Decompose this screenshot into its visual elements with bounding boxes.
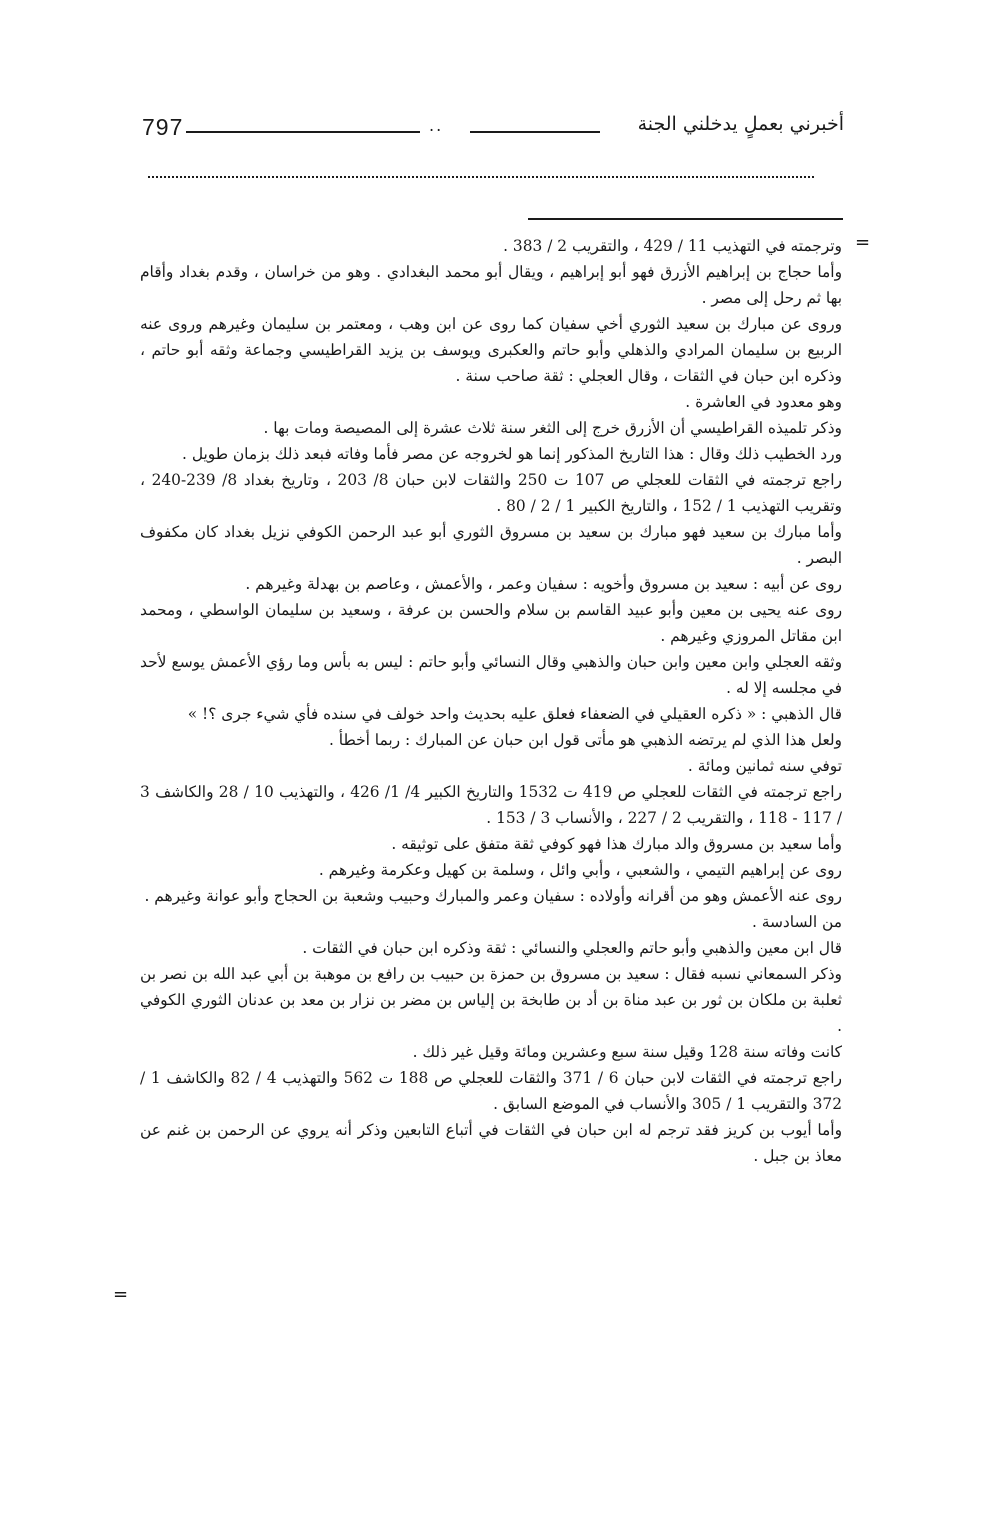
paragraph: من السادسة . xyxy=(751,913,842,931)
paragraph: وثقه العجلي وابن معين وابن حبان والذهبي وقال النسائي وأبو حاتم : ليس به بأس وما رؤي الأعمش يوسع لأحد في مجلسه إلا له . xyxy=(140,653,842,697)
paragraph: توفي سنه ثمانين ومائة . xyxy=(687,757,842,775)
paragraph: وأما أيوب بن كريز فقد ترجم له ابن حبان في الثقات في أتباع التابعين وذكر أنه يروي عن الرحمن بن غنم عن معاذ بن جبل . xyxy=(140,1121,842,1165)
paragraph: وهو معدود في العاشرة . xyxy=(685,393,842,411)
footnote-rule xyxy=(528,218,843,220)
paragraph: روى عن أبيه : سعيد بن مسروق وأخويه : سفيان وعمر ، والأعمش ، وعاصم بن بهدلة وغيرهم . xyxy=(245,575,842,593)
paragraph: وذكر تلميذه القراطيسي أن الأزرق خرج إلى الثغر سنة ثلاث عشرة إلى المصيصة ومات بها . xyxy=(263,419,842,437)
continuation-mark-top: = xyxy=(855,232,871,253)
page-number: 797 xyxy=(142,114,184,140)
paragraph: راجع ترجمته في الثقات لابن حبان 6 / 371 والثقات للعجلي ص 188 ت 562 والتهذيب 4 / 82 والكاشف 1 / 372 والتقريب 1 / 305 والأنساب في الموضع السابق . xyxy=(140,1069,842,1113)
dotted-separator xyxy=(148,176,814,178)
paragraph: روى عن إبراهيم التيمي ، والشعبي ، وأبي وائل ، وسلمة بن كهيل وعكرمة وغيرهم . xyxy=(318,861,842,879)
paragraph: راجع ترجمته في الثقات للعجلي ص 419 ت 1532 والتاريخ الكبير 4/ 1/ 426 ، والتهذيب 10 / 28 والكاشف 3 / 117 - 118 ، والتقريب 2 / 227 ، والأنساب 3 / 153 . xyxy=(140,783,842,827)
paragraph: وترجمته في التهذيب 11 / 429 ، والتقريب 2 / 383 . xyxy=(503,237,842,255)
header-rule-left xyxy=(186,131,420,133)
paragraph: كانت وفاته سنة 128 وقيل سنة سبع وعشرين ومائة وقيل غير ذلك . xyxy=(412,1043,842,1061)
paragraph: قال الذهبي : « ذكره العقيلي في الضعفاء فعلق عليه بحديث واحد خولف في سنده فأي شيء جرى ؟! » xyxy=(187,705,842,723)
continuation-mark-bottom: = xyxy=(113,1284,129,1305)
running-title: أخبرني بعملٍ يدخلني الجنة xyxy=(637,113,844,135)
paragraph: راجع ترجمته في الثقات للعجلي ص 107 ت 250 والثقات لابن حبان 8/ 203 ، وتاريخ بغداد 8/ 239-240 ، وتقريب التهذيب 1 / 152 ، والتاريخ الكبير 1 / 2 / 80 . xyxy=(140,471,842,515)
footnote-body xyxy=(140,233,842,1169)
paragraph: روى عنه يحيى بن معين وأبو عبيد القاسم بن سلام والحسن بن عرفة ، وسعيد بن سليمان الواسطي ، ومحمد ابن مقاتل المروزي وغيرهم . xyxy=(140,601,842,645)
paragraph: وأما مبارك بن سعيد فهو مبارك بن سعيد بن مسروق الثوري أبو عبد الرحمن الكوفي نزيل بغداد كان مكفوف البصر . xyxy=(140,523,842,567)
header-title-dots: .. xyxy=(429,116,444,135)
paragraph: وذكر السمعاني نسبه فقال : سعيد بن مسروق بن حمزة بن حبيب بن رافع بن موهبة بن أبي عبد الله بن نصر بن ثعلبة بن ملكان بن ثور بن عبد مناة بن أد بن طابخة بن إلياس بن مضر بن نزار بن معد بن عدنان الثوري الكوفي . xyxy=(140,965,842,1035)
paragraph: ولعل هذا الذي لم يرتضه الذهبي هو مأتى قول ابن حبان عن المبارك : ربما أخطأ . xyxy=(329,731,842,749)
paragraph: ورد الخطيب ذلك وقال : هذا التاريخ المذكور إنما هو لخروجه عن مصر فأما وفاته فبعد ذلك بزمان طويل . xyxy=(182,445,842,463)
paragraph: وأما حجاج بن إبراهيم الأزرق فهو أبو إبراهيم ، ويقال أبو محمد البغدادي . وهو من خراسان ، وقدم بغداد وأقام بها ثم رحل إلى مصر . xyxy=(140,263,842,307)
paragraph: قال ابن معين والذهبي وأبو حاتم والعجلي والنسائي : ثقة وذكره ابن حبان في الثقات . xyxy=(302,939,842,957)
paragraph: وروى عن مبارك بن سعيد الثوري أخي سفيان كما روى عن ابن وهب ، ومعتمر بن سليمان وغيرهم وروى عنه الربيع بن سليمان المرادي والذهلي وأبو حاتم والعكبرى ويوسف بن يزيد القراطيسي وجماعة وثقه أبو حاتم ، وذكره ابن حبان في الثقات ، وقال العجلي : ثقة صاحب سنة . xyxy=(140,315,842,385)
paragraph: روى عنه الأعمش وهو من أقرانه وأولاده : سفيان وعمر والمبارك وحبيب وشعبة بن الحجاج وأبو عوانة وغيرهم . xyxy=(144,887,842,905)
paragraph: وأما سعيد بن مسروق والد مبارك هذا فهو كوفي ثقة متفق على توثيقه . xyxy=(391,835,842,853)
header-rule-right xyxy=(470,131,600,133)
